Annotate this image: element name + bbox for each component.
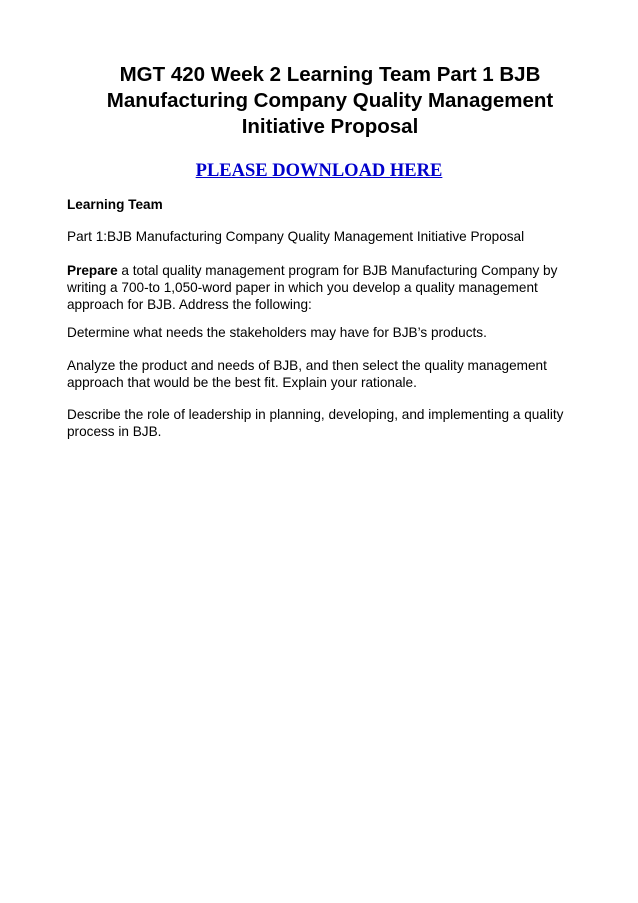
prepare-paragraph [67, 262, 597, 313]
leadership-paragraph: Describe the role of leadership in planning, developing, and implementing a quality process in BJB. [67, 407, 564, 439]
analyze-paragraph: Analyze the product and needs of BJB, and then select the quality management approach that would be the best fit. Explain your rationale. [67, 358, 547, 390]
prepare-text: a total quality management program for BJB Manufacturing Company by writing a 700-to 1,050-word paper in which you develop a quality management approach for BJB. Address the following: [67, 263, 558, 312]
section-heading: Learning Team [67, 197, 163, 212]
stakeholders-paragraph: Determine what needs the stakeholders may have for BJB’s products. [67, 325, 487, 340]
prepare-lead: Prepare [67, 263, 118, 278]
part-line: Part 1:BJB Manufacturing Company Quality Management Initiative Proposal [67, 229, 525, 244]
download-link-container [0, 160, 638, 182]
document-title: MGT 420 Week 2 Learning Team Part 1 BJB Manufacturing Company Quality Management Initiative Proposal [106, 63, 554, 138]
download-link[interactable]: PLEASE DOWNLOAD HERE [195, 161, 443, 181]
